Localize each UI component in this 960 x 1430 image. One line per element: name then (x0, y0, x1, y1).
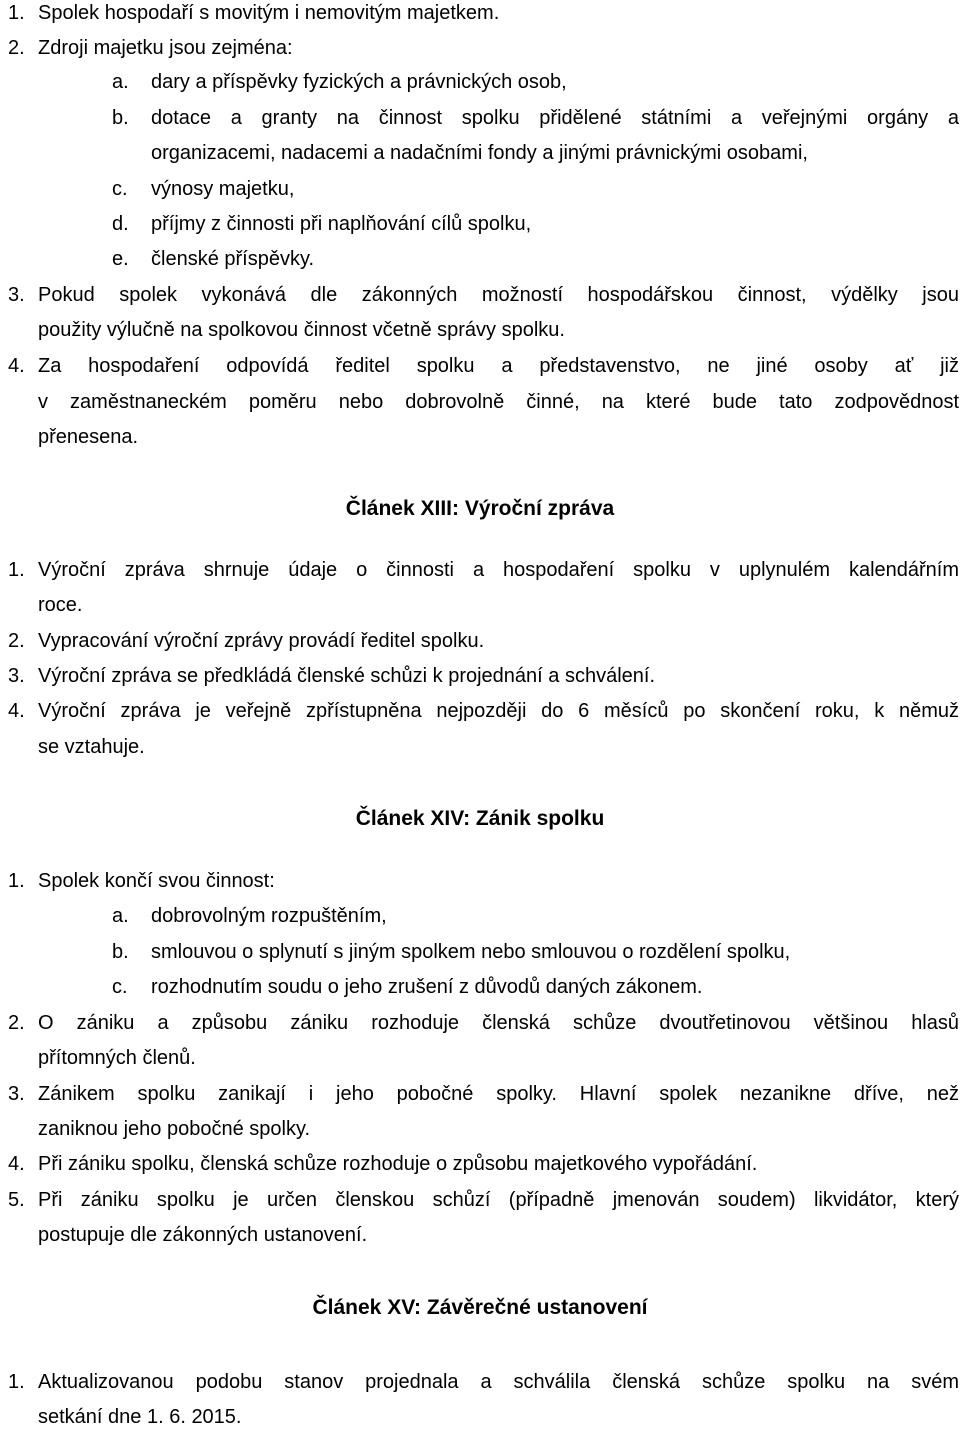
sublist-letter: c. (112, 976, 128, 998)
list-item-text: Za hospodaření odpovídá ředitel spolku a představenstvo, ne jiné osoby ať již (38, 355, 959, 377)
sublist-item-text: členské příspěvky. (151, 248, 315, 270)
list-item-text: Výroční zpráva se předkládá členské schůzi k projednání a schválení. (38, 665, 656, 687)
list-number: 3. (8, 1083, 25, 1105)
sublist-item-text: výnosy majetku, (151, 178, 295, 200)
section-heading: Článek XIII: Výroční zpráva (345, 497, 615, 520)
list-number: 4. (8, 700, 25, 722)
list-item-text: Při zániku spolku, členská schůze rozhoduje o způsobu majetkového vypořádání. (38, 1153, 758, 1175)
list-item-text: setkání dne 1. 6. 2015. (38, 1406, 242, 1428)
list-number: 1. (8, 1371, 25, 1393)
list-item-text: Aktualizovanou podobu stanov projednala a schválila členská schůze spolku na svém (38, 1371, 959, 1393)
list-number: 3. (8, 665, 25, 687)
section-heading: Článek XV: Závěrečné ustanovení (312, 1296, 648, 1319)
sublist-item-text: dobrovolným rozpuštěním, (151, 905, 387, 927)
list-item-text: přítomných členů. (38, 1047, 196, 1069)
list-number: 2. (8, 1012, 25, 1034)
sublist-letter: d. (112, 213, 129, 235)
list-item-text: roce. (38, 594, 83, 616)
list-item-text: O zániku a způsobu zániku rozhoduje členská schůze dvoutřetinovou většinou hlasů (38, 1012, 959, 1034)
list-number: 1. (8, 870, 25, 892)
list-item-text: přenesena. (38, 426, 139, 448)
list-item-text: Spolek končí svou činnost: (38, 870, 275, 892)
list-number: 4. (8, 355, 25, 377)
list-item-text: Při zániku spolku je určen členskou schůzí (případně jmenován soudem) likvidátor, který (38, 1189, 959, 1211)
list-item-text: Vypracování výroční zprávy provádí ředitel spolku. (38, 630, 485, 652)
sublist-item-text: organizacemi, nadacemi a nadačními fondy a jinými právnickými osobami, (151, 142, 808, 164)
sublist-item-text: rozhodnutím soudu o jeho zrušení z důvodů daných zákonem. (151, 976, 703, 998)
list-item-text: zaniknou jeho pobočné spolky. (38, 1118, 311, 1140)
list-item-text: Zánikem spolku zanikají i jeho pobočné spolky. Hlavní spolek nezanikne dříve, než (38, 1083, 959, 1105)
list-item-text: Výroční zpráva shrnuje údaje o činnosti a hospodaření spolku v uplynulém kalendářním (38, 559, 959, 581)
sublist-letter: a. (112, 905, 129, 927)
list-number: 3. (8, 284, 25, 306)
list-number: 1. (8, 2, 25, 24)
list-item-text: v zaměstnaneckém poměru nebo dobrovolně činné, na které bude tato zodpovědnost (38, 391, 959, 413)
sublist-letter: e. (112, 248, 129, 270)
list-item-text: Pokud spolek vykonává dle zákonných možností hospodářskou činnost, výdělky jsou (38, 284, 959, 306)
list-number: 4. (8, 1153, 25, 1175)
list-number: 2. (8, 37, 25, 59)
sublist-item-text: smlouvou o splynutí s jiným spolkem nebo smlouvou o rozdělení spolku, (151, 941, 791, 963)
list-item-text: Zdroji majetku jsou zejména: (38, 37, 293, 59)
list-item-text: postupuje dle zákonných ustanovení. (38, 1224, 368, 1246)
sublist-letter: b. (112, 941, 129, 963)
sublist-letter: b. (112, 107, 129, 129)
sublist-letter: a. (112, 71, 129, 93)
list-number: 2. (8, 630, 25, 652)
sublist-item-text: příjmy z činnosti při naplňování cílů spolku, (151, 213, 532, 235)
sublist-item-text: dary a příspěvky fyzických a právnických osob, (151, 71, 567, 93)
list-item-text: použity výlučně na spolkovou činnost včetně správy spolku. (38, 319, 565, 341)
sublist-item-text: dotace a granty na činnost spolku přidělené státními a veřejnými orgány a (151, 107, 959, 129)
sublist-letter: c. (112, 178, 128, 200)
list-number: 5. (8, 1189, 25, 1211)
section-heading: Článek XIV: Zánik spolku (355, 807, 605, 830)
list-item-text: Výroční zpráva je veřejně zpřístupněna nejpozději do 6 měsíců po skončení roku, k němuž (38, 700, 959, 722)
list-number: 1. (8, 559, 25, 581)
list-item-text: Spolek hospodaří s movitým i nemovitým majetkem. (38, 2, 500, 24)
list-item-text: se vztahuje. (38, 736, 145, 758)
